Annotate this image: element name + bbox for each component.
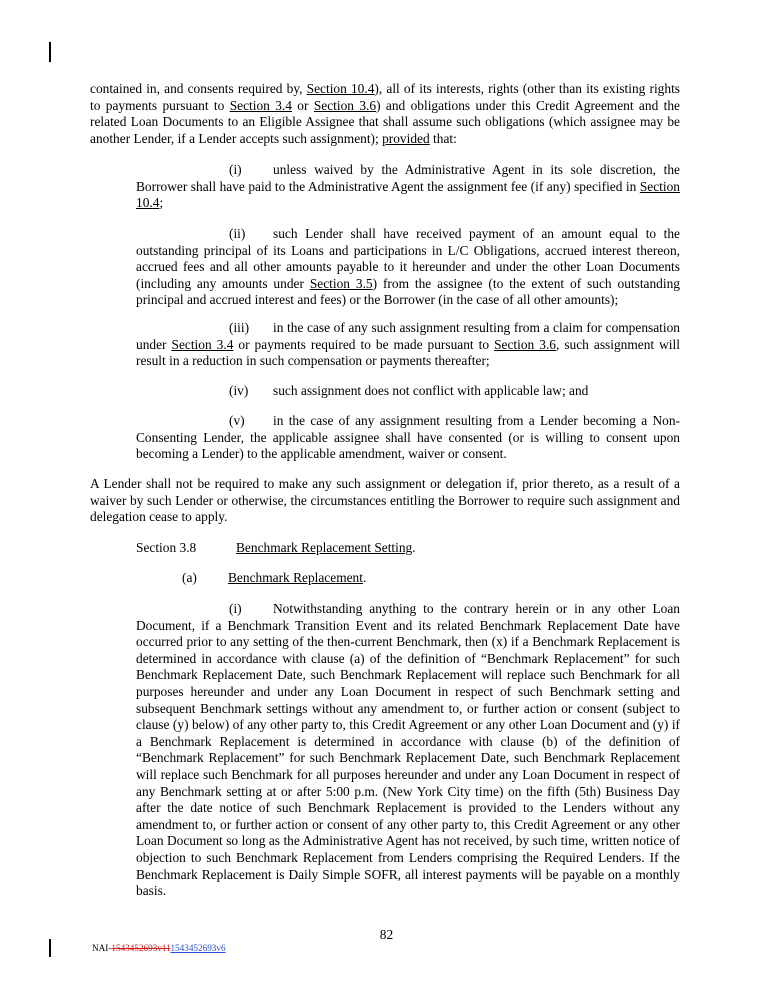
subsection-heading: (a) Benchmark Replacement. bbox=[182, 570, 367, 585]
section-ref-link: Section 3.6 bbox=[494, 336, 556, 352]
section-ref-link: Section 3.6 bbox=[313, 97, 377, 113]
paragraph-lender-not-required: A Lender shall not be required to make any such assignment or delegation if, prior thereto, as a result of a waiver by such Lender or otherwise, the circumstances entitling the Borrower to require such assignment and delegation cease to apply. bbox=[90, 476, 680, 525]
clause-iii: (iii) in the case of any such assignment resulting from a claim for compensation under Section 3.4 or payments required to be made pursuant to Section 3.6, such assignment will result in a reduction in such compensation or payments thereafter; bbox=[136, 320, 680, 369]
paragraph-assignment-intro: contained in, and consents required by, Section 10.4), all of its interests, rights (other than its existing rights to payments pursuant to Section 3.4 or Section 3.6) and obligations under this Credit Agreement and the related Loan Documents to an Eligible Assignee that shall assume such obligations (which assignee may be another Lender, if a Lender accepts such assignment); provided that: bbox=[90, 81, 680, 146]
benchmark-clause-i: (i) Notwithstanding anything to the contrary herein or in any other Loan Document, if a Benchmark Transition Event and its related Benchmark Replacement Date have occurred prior to any setting of the then-current Benchmark, then (x) if a Benchmark Replacement is determined in accordance with clause (a) of the definition of “Benchmark Replacement” for such Benchmark Replacement Date, such Benchmark Replacement will replace such Benchmark for all purposes hereunder and under any Loan Document in respect of such Benchmark setting and subsequent Benchmark settings without any amendment to, or further action or consent (subject to clause (y) below) of any other party to, this Credit Agreement or any other Loan Document and (y) if a Benchmark Replacement is determined in accordance with clause (b) of the definition of “Benchmark Replacement” for such Benchmark Replacement Date, such Benchmark Replacement will replace such Benchmark for all purposes hereunder and under any Loan Document in respect of any Benchmark setting at or after 5:00 p.m. (New York City time) on the fifth (5th) Business Day after the date notice of such Benchmark Replacement is provided to the Lenders without any amendment to, or further action or consent of any other party to, this Credit Agreement or any other Loan Document so long as the Administrative Agent has not received, by such time, written notice of objection to such Benchmark Replacement from Lenders comprising the Required Lenders. If the Benchmark Replacement is Daily Simple SOFR, all interest payments will be payable on a monthly basis. bbox=[136, 601, 680, 899]
deleted-version-id: 1543452693v11 bbox=[111, 943, 171, 953]
clause-v: (v) in the case of any assignment resulting from a Lender becoming a Non-Consenting Lender, the applicable assignee shall have consented (or is willing to consent upon becoming a Lender) to the applicable amendment, waiver or consent. bbox=[136, 413, 680, 462]
section-ref-link: Section 3.5 bbox=[309, 275, 373, 291]
section-heading: Section 3.8 Benchmark Replacement Setting. bbox=[136, 540, 416, 555]
clause-i: (i) unless waived by the Administrative Agent in its sole discretion, the Borrower shall have paid to the Administrative Agent the assignment fee (if any) specified in Section 10.4; bbox=[136, 162, 680, 211]
clause-ii: (ii) such Lender shall have received payment of an amount equal to the outstanding principal of its Loans and participations in L/C Obligations, accrued interest thereon, accrued fees and all other amounts payable to it hereunder and under the other Loan Documents (including any amounts under Section 3.5) from the assignee (to the extent of such outstanding principal and accrued interest and fees) or the Borrower (in the case of all other amounts); bbox=[136, 226, 680, 308]
section-ref-link: Section 10.4 bbox=[306, 81, 375, 96]
clause-iv: (iv) such assignment does not conflict with applicable law; and bbox=[229, 383, 589, 398]
revision-bar-top bbox=[49, 42, 51, 62]
inserted-version-id: 1543452693v6 bbox=[170, 943, 226, 953]
page-number: 82 bbox=[379, 927, 394, 942]
section-ref-link: Section 3.4 bbox=[229, 97, 292, 113]
provided-term: provided bbox=[382, 130, 430, 146]
subsection-title: Benchmark Replacement bbox=[228, 570, 363, 585]
section-title: Benchmark Replacement Setting bbox=[236, 540, 413, 555]
section-ref-link: Section 10.4 bbox=[136, 178, 680, 211]
document-footer-id: NAI-1543452693v111543452693v6 bbox=[92, 943, 226, 953]
section-ref-link: Section 3.4 bbox=[171, 336, 234, 352]
